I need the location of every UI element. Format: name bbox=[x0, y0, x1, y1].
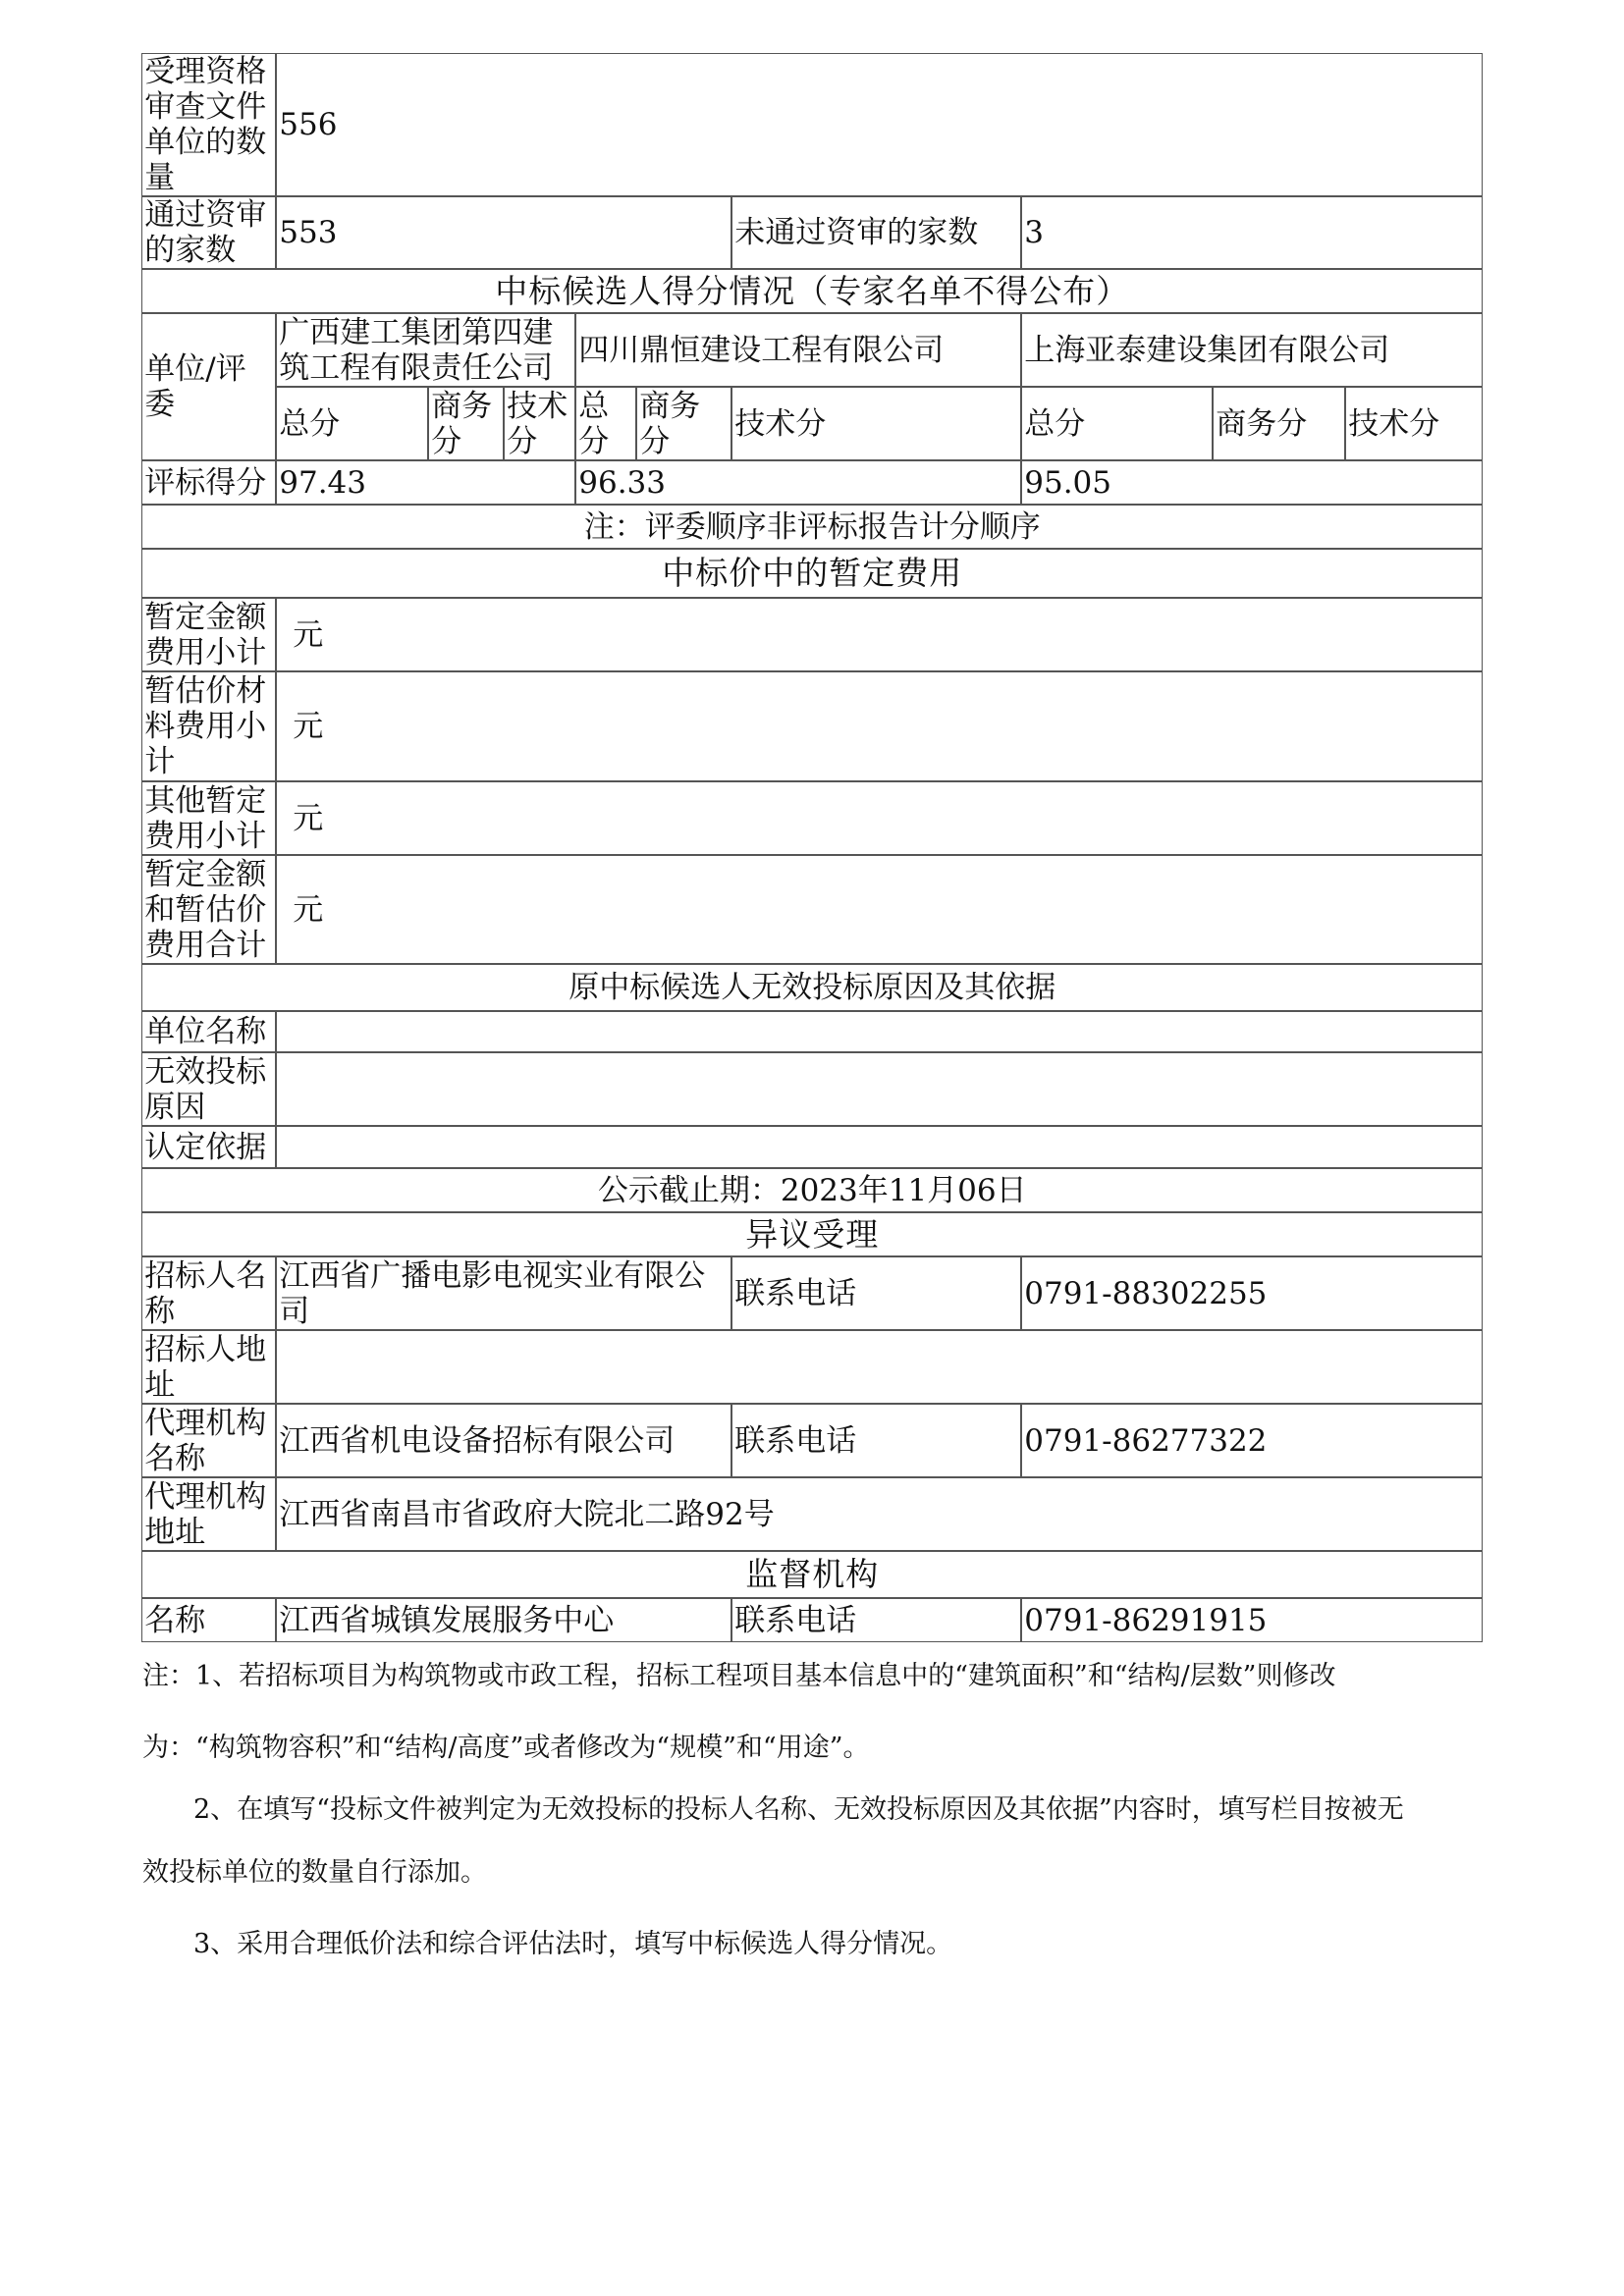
tenderer-address-label: 招标人地址 bbox=[141, 1330, 276, 1404]
provisional-row-label: 其他暂定费用小计 bbox=[141, 781, 276, 855]
accepted-units-value: 556 bbox=[276, 53, 1483, 196]
score-row-label: 评标得分 bbox=[141, 460, 276, 505]
invalid-row-value bbox=[276, 1126, 1483, 1168]
candidate-3-business-label: 商务分 bbox=[1213, 387, 1345, 460]
failed-label: 未通过资审的家数 bbox=[731, 196, 1021, 269]
candidate-3-score: 95.05 bbox=[1021, 460, 1483, 505]
publicity-deadline: 公示截止期：2023年11月06日 bbox=[141, 1168, 1483, 1212]
invalid-row-label: 单位名称 bbox=[141, 1011, 276, 1052]
agency-phone: 0791-86277322 bbox=[1021, 1404, 1483, 1477]
candidate-2-business-label: 商务分 bbox=[636, 387, 731, 460]
invalid-row-value bbox=[276, 1052, 1483, 1126]
bid-result-table bbox=[142, 54, 1484, 1644]
provisional-row-value: 元 bbox=[276, 781, 1483, 855]
provisional-heading: 中标价中的暂定费用 bbox=[141, 549, 1483, 598]
supervision-phone: 0791-86291915 bbox=[1021, 1598, 1483, 1642]
agency-address: 江西省南昌市省政府大院北二路92号 bbox=[276, 1477, 1483, 1551]
tenderer-phone-label: 联系电话 bbox=[731, 1256, 1021, 1330]
invalid-row-label: 无效投标原因 bbox=[141, 1052, 276, 1126]
agency-address-label: 代理机构地址 bbox=[141, 1477, 276, 1551]
agency-name-label: 代理机构名称 bbox=[141, 1404, 276, 1477]
supervision-name: 江西省城镇发展服务中心 bbox=[276, 1598, 731, 1642]
provisional-row-label: 暂定金额费用小计 bbox=[141, 598, 276, 671]
footnote-line: 3、采用合理低价法和综合评估法时，填写中标候选人得分情况。 bbox=[193, 1929, 953, 1959]
order-note: 注：评委顺序非评标报告计分顺序 bbox=[141, 505, 1483, 549]
candidate-2-name: 四川鼎恒建设工程有限公司 bbox=[575, 313, 1021, 387]
passed-label: 通过资审的家数 bbox=[141, 196, 276, 269]
supervision-heading: 监督机构 bbox=[141, 1551, 1483, 1598]
tenderer-phone: 0791-88302255 bbox=[1021, 1256, 1483, 1330]
candidate-1-name: 广西建工集团第四建筑工程有限责任公司 bbox=[276, 313, 575, 387]
candidate-2-score: 96.33 bbox=[575, 460, 1021, 505]
invalid-heading: 原中标候选人无效投标原因及其依据 bbox=[141, 964, 1483, 1011]
agency-phone-label: 联系电话 bbox=[731, 1404, 1021, 1477]
tenderer-name: 江西省广播电影电视实业有限公司 bbox=[276, 1256, 731, 1330]
candidate-1-total-label: 总分 bbox=[276, 387, 428, 460]
agency-name: 江西省机电设备招标有限公司 bbox=[276, 1404, 731, 1477]
candidate-1-business-label: 商务分 bbox=[428, 387, 504, 460]
candidate-3-name: 上海亚泰建设集团有限公司 bbox=[1021, 313, 1483, 387]
provisional-row-value: 元 bbox=[276, 598, 1483, 671]
invalid-row-label: 认定依据 bbox=[141, 1126, 276, 1168]
provisional-row-value: 元 bbox=[276, 855, 1483, 964]
supervision-name-label: 名称 bbox=[141, 1598, 276, 1642]
invalid-row-value bbox=[276, 1011, 1483, 1052]
footnote-line: 注：1、若招标项目为构筑物或市政工程，招标工程项目基本信息中的“建筑面积”和“结构/层数”则修改 bbox=[142, 1661, 1336, 1691]
provisional-row-label: 暂估价材料费用小计 bbox=[141, 671, 276, 781]
candidate-2-total-label: 总分 bbox=[575, 387, 636, 460]
candidate-1-score: 97.43 bbox=[276, 460, 575, 505]
scores-heading: 中标候选人得分情况（专家名单不得公布） bbox=[141, 269, 1483, 313]
accepted-units-label: 受理资格审查文件单位的数量 bbox=[141, 53, 276, 196]
candidate-3-tech-label: 技术分 bbox=[1345, 387, 1483, 460]
candidate-2-tech-label: 技术分 bbox=[731, 387, 1021, 460]
supervision-phone-label: 联系电话 bbox=[731, 1598, 1021, 1642]
footnote-line: 2、在填写“投标文件被判定为无效投标的投标人名称、无效投标原因及其依据”内容时，填写栏目按被无 bbox=[193, 1794, 1404, 1825]
footnote-line: 为：“构筑物容积”和“结构/高度”或者修改为“规模”和“用途”。 bbox=[142, 1733, 870, 1763]
candidate-3-total-label: 总分 bbox=[1021, 387, 1213, 460]
failed-value: 3 bbox=[1021, 196, 1483, 269]
provisional-row-value: 元 bbox=[276, 671, 1483, 781]
unit-reviewer-label: 单位/评委 bbox=[141, 313, 276, 460]
candidate-1-tech-label: 技术分 bbox=[504, 387, 575, 460]
tenderer-name-label: 招标人名称 bbox=[141, 1256, 276, 1330]
footnote-line: 效投标单位的数量自行添加。 bbox=[142, 1857, 487, 1888]
tenderer-address bbox=[276, 1330, 1483, 1404]
provisional-row-label: 暂定金额和暂估价费用合计 bbox=[141, 855, 276, 964]
objection-heading: 异议受理 bbox=[141, 1212, 1483, 1256]
passed-value: 553 bbox=[276, 196, 731, 269]
